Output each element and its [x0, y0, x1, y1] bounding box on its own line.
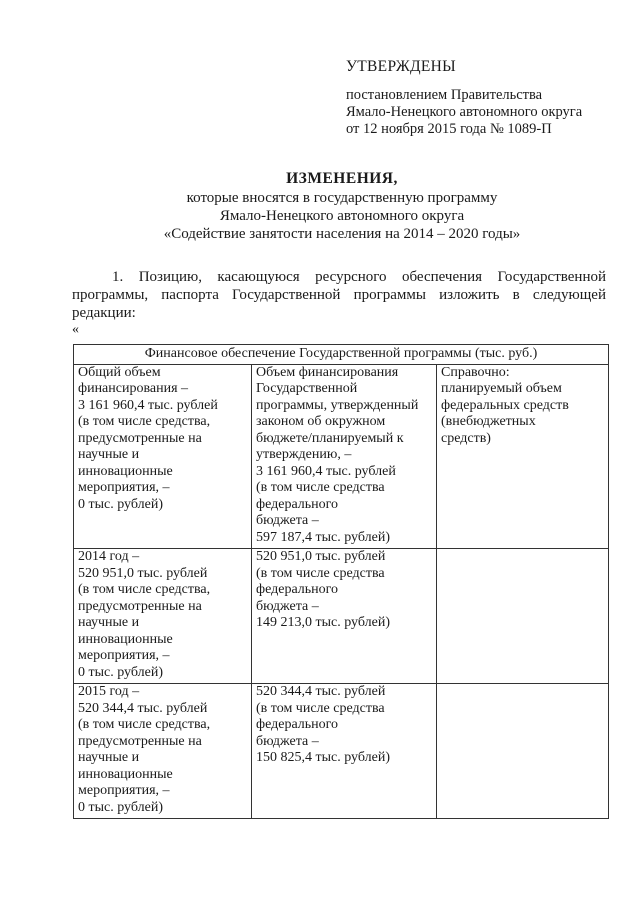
paragraph-1: 1. Позицию, касающуюся ресурсного обеспечения Государственной программы, паспорта Государственной программы изложить в следующей редакции: — [72, 269, 606, 321]
approval-block — [346, 58, 626, 138]
table-header-row — [74, 345, 609, 365]
title-line: Ямало-Ненецкого автономного округа — [219, 208, 465, 224]
table-cell — [437, 549, 609, 684]
table-cell: 520 951,0 тыс. рублей (в том числе средства федерального бюджета – 149 213,0 тыс. рублей) — [252, 549, 437, 684]
table-cell: 2014 год – 520 951,0 тыс. рублей (в том числе средства, предусмотренные на научные и инновационные мероприятия, – 0 тыс. рублей) — [74, 549, 252, 684]
table-cell: Объем финансирования Государственной программы, утвержденный законом об окружном бюджете/планируемый к утверждению, – 3 161 960,4 тыс. рублей (в том числе средства федерального бюджета – 597 187,4 тыс. рублей) — [252, 364, 437, 549]
table-header: Финансовое обеспечение Государственной программы (тыс. руб.) — [74, 345, 609, 365]
table-cell: Справочно: планируемый объем федеральных средств (внебюджетных средств) — [437, 364, 609, 549]
approval-line: Ямало-Ненецкого автономного округа — [346, 104, 583, 120]
table-row — [74, 684, 609, 819]
table-cell — [437, 684, 609, 819]
quote-mark: « — [72, 322, 79, 337]
table-cell: 2015 год – 520 344,4 тыс. рублей (в том числе средства, предусмотренные на научные и инновационные мероприятия, – 0 тыс. рублей) — [74, 684, 252, 819]
table-row — [74, 364, 609, 549]
financing-table — [73, 344, 609, 819]
title-line: которые вносятся в государственную программу — [186, 190, 498, 206]
table-cell: Общий объем финансирования – 3 161 960,4 тыс. рублей (в том числе средства, предусмотренные на научные и инновационные мероприятия, – 0 тыс. рублей) — [74, 364, 252, 549]
approval-line: от 12 ноября 2015 года № 1089-П — [346, 121, 552, 137]
approval-heading: УТВЕРЖДЕНЫ — [346, 58, 456, 75]
document-title — [72, 170, 612, 243]
approval-line: постановлением Правительства — [346, 87, 543, 103]
title-main: ИЗМЕНЕНИЯ, — [286, 170, 398, 187]
title-line: «Содействие занятости населения на 2014 – 2020 годы» — [163, 226, 521, 242]
table-row — [74, 549, 609, 684]
table-cell: 520 344,4 тыс. рублей (в том числе средства федерального бюджета – 150 825,4 тыс. рублей) — [252, 684, 437, 819]
